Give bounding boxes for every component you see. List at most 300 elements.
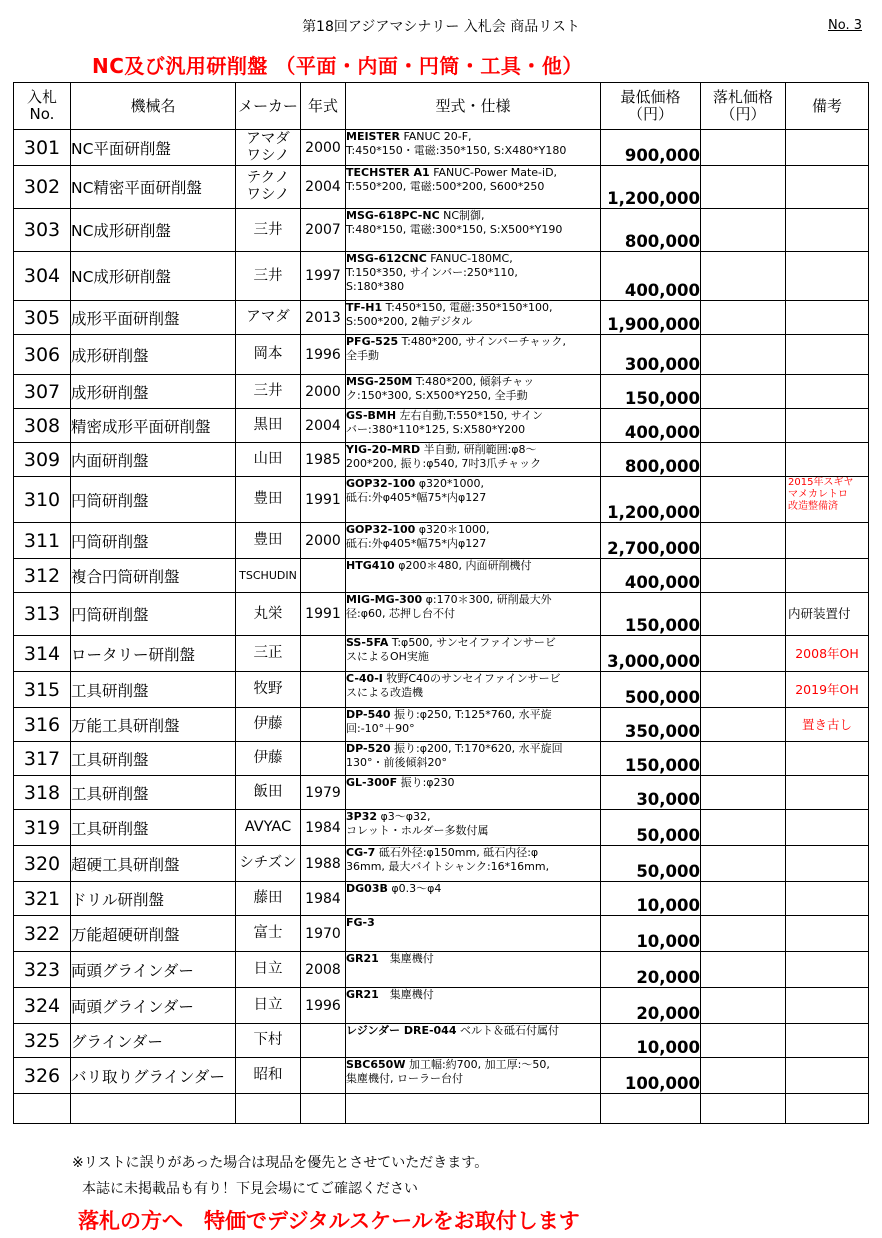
note xyxy=(786,742,869,776)
spec-line1: φ320＊1000, xyxy=(415,523,490,536)
spec-line2: 200*200, 振り:φ540, 7吋3爪チャック xyxy=(346,457,542,470)
footnote-list-errors: ※リストに誤りがあった場合は現品を優先とさせていただきます。 xyxy=(72,1155,489,1171)
year: 2007 xyxy=(301,209,346,252)
year xyxy=(301,672,346,708)
table-row xyxy=(14,252,869,301)
spec-line2: T:150*350, サインバー:250*110, xyxy=(346,266,518,279)
maker xyxy=(236,846,301,882)
min-price: 1,900,000 xyxy=(601,301,701,335)
note xyxy=(786,409,869,443)
spec-line2: 径:φ60, 芯押し台不付 xyxy=(346,607,455,620)
bid-price xyxy=(701,846,786,882)
maker-line1: 富士 xyxy=(253,925,283,941)
maker xyxy=(236,209,301,252)
page-title: 第18回アジアマシナリー 入札会 商品リスト xyxy=(302,19,580,35)
model-spec xyxy=(346,636,601,672)
table-row xyxy=(14,335,869,375)
bid-price xyxy=(701,375,786,409)
footnote-unlisted-items: 本誌に未掲載品も有り！下見会場にてご確認ください xyxy=(82,1181,418,1197)
spec-line1: φ3～φ32, xyxy=(377,810,431,823)
model-name: GR21 xyxy=(346,988,379,1001)
machine-name: 精密成形平面研削盤 xyxy=(71,409,236,443)
min-price: 30,000 xyxy=(601,776,701,810)
model-spec xyxy=(346,301,601,335)
model-name: TECHSTER A1 xyxy=(346,166,430,179)
year: 1991 xyxy=(301,593,346,636)
maker xyxy=(236,130,301,166)
empty-cell xyxy=(236,1094,301,1124)
bid-price xyxy=(701,301,786,335)
spec-line2: 全手動 xyxy=(346,349,379,362)
year xyxy=(301,559,346,593)
note xyxy=(786,1024,869,1058)
model-name: DP-540 xyxy=(346,708,391,721)
maker xyxy=(236,810,301,846)
model-name: GOP32-100 xyxy=(346,477,416,490)
machine-name: NC成形研削盤 xyxy=(71,209,236,252)
spec-line2: 回:-10°＋90° xyxy=(346,722,415,735)
note xyxy=(786,988,869,1024)
note xyxy=(786,952,869,988)
min-price: 900,000 xyxy=(601,130,701,166)
spec-line1: 加工幅:約700, 加工厚:～50, xyxy=(405,1058,550,1071)
maker xyxy=(236,708,301,742)
model-name: GS-BMH xyxy=(346,409,397,422)
bid-price xyxy=(701,335,786,375)
year: 1988 xyxy=(301,846,346,882)
spec-line1: T:φ500, サンセイファインサービ xyxy=(388,636,556,649)
bid-number: 315 xyxy=(14,672,71,708)
table-row xyxy=(14,916,869,952)
bid-number: 312 xyxy=(14,559,71,593)
maker xyxy=(236,375,301,409)
maker xyxy=(236,593,301,636)
maker-line1: 飯田 xyxy=(253,784,283,800)
note xyxy=(786,443,869,477)
bid-price xyxy=(701,776,786,810)
year: 2013 xyxy=(301,301,346,335)
min-price: 20,000 xyxy=(601,952,701,988)
model-spec xyxy=(346,523,601,559)
model-name: SS-5FA xyxy=(346,636,389,649)
bid-number: 310 xyxy=(14,477,71,523)
year: 1985 xyxy=(301,443,346,477)
table-row xyxy=(14,708,869,742)
table-row xyxy=(14,1058,869,1094)
note xyxy=(786,301,869,335)
bid-number: 320 xyxy=(14,846,71,882)
spec-line2: コレット・ホルダー多数付属 xyxy=(346,824,489,837)
note xyxy=(786,166,869,209)
maker-line1: 三井 xyxy=(253,267,283,284)
model-spec xyxy=(346,708,601,742)
model-name: MIG-MG-300 xyxy=(346,593,423,606)
spec-line2: T:450*150・電磁:350*150, S:X480*Y180 xyxy=(346,144,567,157)
note xyxy=(786,252,869,301)
bid-price xyxy=(701,672,786,708)
header-machine-name: 機械名 xyxy=(71,83,236,130)
bid-price xyxy=(701,1058,786,1094)
bid-number: 317 xyxy=(14,742,71,776)
maker-line1: 丸栄 xyxy=(253,605,283,622)
year: 1979 xyxy=(301,776,346,810)
min-price: 20,000 xyxy=(601,988,701,1024)
machine-name: 万能超硬研削盤 xyxy=(71,916,236,952)
bid-number: 306 xyxy=(14,335,71,375)
spec-line1: FANUC-Power Mate-iD, xyxy=(429,166,558,179)
note-line1: 内研装置付 xyxy=(788,606,851,621)
spec-line1: 振り:φ200, T:170*620, 水平旋回 xyxy=(390,742,563,755)
model-spec xyxy=(346,988,601,1024)
table-row xyxy=(14,409,869,443)
min-price: 800,000 xyxy=(601,443,701,477)
maker-line1: 三井 xyxy=(253,383,283,399)
bid-price xyxy=(701,409,786,443)
model-name: MSG-250M xyxy=(346,375,413,388)
min-price: 1,200,000 xyxy=(601,477,701,523)
empty-cell xyxy=(701,1094,786,1124)
model-spec xyxy=(346,375,601,409)
spec-line2: 砥石:外φ405*幅75*内φ127 xyxy=(346,491,487,504)
bid-price xyxy=(701,593,786,636)
bid-price xyxy=(701,882,786,916)
model-spec xyxy=(346,810,601,846)
bid-price xyxy=(701,916,786,952)
min-price: 400,000 xyxy=(601,252,701,301)
bid-number: 307 xyxy=(14,375,71,409)
bid-number: 311 xyxy=(14,523,71,559)
bid-number: 302 xyxy=(14,166,71,209)
machine-name: 超硬工具研削盤 xyxy=(71,846,236,882)
year: 2000 xyxy=(301,523,346,559)
note xyxy=(786,593,869,636)
model-spec xyxy=(346,335,601,375)
maker-line1: 日立 xyxy=(253,961,283,977)
machine-name: 両頭グラインダー xyxy=(71,952,236,988)
model-name: HTG410 xyxy=(346,559,395,572)
machine-name: 工具研削盤 xyxy=(71,672,236,708)
maker-line1: AVYAC xyxy=(244,819,292,835)
spec-line2: スによるOH実施 xyxy=(346,650,429,663)
header-bid-price-line2: （円） xyxy=(720,105,766,123)
maker-line1: テクノ xyxy=(246,170,290,186)
maker xyxy=(236,523,301,559)
note xyxy=(786,846,869,882)
header-min-price xyxy=(601,83,701,130)
model-name: C-40-I xyxy=(346,672,383,685)
machine-name: バリ取りグラインダー xyxy=(71,1058,236,1094)
header-bid-price xyxy=(701,83,786,130)
machine-name: 万能工具研削盤 xyxy=(71,708,236,742)
maker xyxy=(236,335,301,375)
maker-line1: 山田 xyxy=(253,451,283,467)
model-spec xyxy=(346,672,601,708)
maker xyxy=(236,252,301,301)
promo-banner: 落札の方へ 特価でデジタルスケールをお取付します xyxy=(78,1209,580,1233)
model-spec xyxy=(346,1058,601,1094)
bid-number: 314 xyxy=(14,636,71,672)
maker-line1: 藤田 xyxy=(253,890,283,906)
bid-price xyxy=(701,810,786,846)
bid-number: 326 xyxy=(14,1058,71,1094)
bid-number: 313 xyxy=(14,593,71,636)
maker xyxy=(236,409,301,443)
model-spec xyxy=(346,166,601,209)
note xyxy=(786,1058,869,1094)
table-row xyxy=(14,672,869,708)
maker xyxy=(236,882,301,916)
model-spec xyxy=(346,443,601,477)
machine-name: 内面研削盤 xyxy=(71,443,236,477)
min-price: 350,000 xyxy=(601,708,701,742)
machine-name: 成形研削盤 xyxy=(71,335,236,375)
table-row xyxy=(14,1024,869,1058)
min-price: 100,000 xyxy=(601,1058,701,1094)
min-price: 10,000 xyxy=(601,1024,701,1058)
maker xyxy=(236,672,301,708)
bid-price xyxy=(701,166,786,209)
machine-name: 工具研削盤 xyxy=(71,776,236,810)
bid-number: 305 xyxy=(14,301,71,335)
min-price: 10,000 xyxy=(601,882,701,916)
min-price: 400,000 xyxy=(601,409,701,443)
table-row xyxy=(14,559,869,593)
bid-number: 321 xyxy=(14,882,71,916)
model-name: DG03B xyxy=(346,882,388,895)
model-name: PFG-525 xyxy=(346,335,399,348)
model-spec xyxy=(346,776,601,810)
model-name: レジンダー DRE-044 xyxy=(346,1024,457,1037)
min-price: 150,000 xyxy=(601,593,701,636)
maker-line1: 三井 xyxy=(253,221,283,238)
maker-line1: 下村 xyxy=(253,1032,283,1048)
maker xyxy=(236,301,301,335)
maker-line1: 昭和 xyxy=(253,1067,283,1083)
empty-cell xyxy=(71,1094,236,1124)
maker-line1: 岡本 xyxy=(253,346,283,362)
machine-name: NC精密平面研削盤 xyxy=(71,166,236,209)
empty-cell xyxy=(346,1094,601,1124)
bid-price xyxy=(701,523,786,559)
note-line1: 2015年スギヤ xyxy=(788,477,854,488)
bid-number: 304 xyxy=(14,252,71,301)
model-name: MEISTER xyxy=(346,130,400,143)
table-row xyxy=(14,952,869,988)
note xyxy=(786,882,869,916)
spec-line1: 振り:φ250, T:125*760, 水平旋 xyxy=(390,708,552,721)
machine-name: 両頭グラインダー xyxy=(71,988,236,1024)
maker xyxy=(236,916,301,952)
note xyxy=(786,916,869,952)
maker xyxy=(236,443,301,477)
maker-line1: アマダ xyxy=(246,130,290,147)
spec-line1: 振り:φ230 xyxy=(397,776,455,789)
spec-line1: φ0.3～φ4 xyxy=(387,882,442,895)
maker-line1: 伊藤 xyxy=(253,716,283,732)
bid-price xyxy=(701,559,786,593)
note xyxy=(786,335,869,375)
note xyxy=(786,776,869,810)
bid-price xyxy=(701,443,786,477)
maker-line2: ワシノ xyxy=(246,187,290,203)
header-bid-no-line1: 入札 xyxy=(26,88,57,106)
spec-line1: FANUC-180MC, xyxy=(426,252,513,265)
machine-name: 成形研削盤 xyxy=(71,375,236,409)
table-row xyxy=(14,477,869,523)
bid-price xyxy=(701,477,786,523)
bid-price xyxy=(701,742,786,776)
spec-line2: 130°・前後傾斜20° xyxy=(346,756,447,769)
table-empty-row xyxy=(14,1094,869,1124)
note xyxy=(786,209,869,252)
maker xyxy=(236,559,301,593)
min-price: 3,000,000 xyxy=(601,636,701,672)
page-number: No. 3 xyxy=(828,18,862,33)
maker xyxy=(236,1058,301,1094)
maker-line1: 豊田 xyxy=(253,532,283,548)
spec-line2: 砥石:外φ405*幅75*内φ127 xyxy=(346,537,487,550)
note-line1: 2008年OH xyxy=(795,645,859,661)
year xyxy=(301,742,346,776)
maker-line1: アマダ xyxy=(246,309,290,325)
min-price: 400,000 xyxy=(601,559,701,593)
min-price: 50,000 xyxy=(601,810,701,846)
bid-number: 319 xyxy=(14,810,71,846)
header-bid-price-line1: 落札価格 xyxy=(712,88,773,106)
note xyxy=(786,130,869,166)
model-spec xyxy=(346,252,601,301)
bid-number: 301 xyxy=(14,130,71,166)
model-name: GL-300F xyxy=(346,776,398,789)
bid-price xyxy=(701,1024,786,1058)
note xyxy=(786,672,869,708)
machine-name: 工具研削盤 xyxy=(71,810,236,846)
machine-name: 円筒研削盤 xyxy=(71,593,236,636)
maker xyxy=(236,1024,301,1058)
maker xyxy=(236,988,301,1024)
model-name: MSG-612CNC xyxy=(346,252,427,265)
model-spec xyxy=(346,916,601,952)
spec-line1: 砥石外径:φ150mm, 砥石内径:φ xyxy=(375,846,539,859)
table-row xyxy=(14,593,869,636)
maker-line1: 日立 xyxy=(253,997,283,1013)
model-name: SBC650W xyxy=(346,1058,406,1071)
note-line2: マメカレトロ xyxy=(788,489,848,500)
year: 1970 xyxy=(301,916,346,952)
section-title: NC及び汎用研削盤 （平面・内面・円筒・工具・他） xyxy=(92,54,583,78)
bid-number: 309 xyxy=(14,443,71,477)
note xyxy=(786,810,869,846)
maker xyxy=(236,776,301,810)
year xyxy=(301,708,346,742)
machine-name: 成形平面研削盤 xyxy=(71,301,236,335)
maker-line1: 伊藤 xyxy=(253,750,283,766)
empty-cell xyxy=(601,1094,701,1124)
note-line1: 置き古し xyxy=(801,716,852,732)
spec-line1: 集塵機付 xyxy=(378,988,434,1001)
maker-line1: シチズン xyxy=(239,855,297,871)
model-name: DP-520 xyxy=(346,742,391,755)
machine-name: 円筒研削盤 xyxy=(71,477,236,523)
machine-name: NC平面研削盤 xyxy=(71,130,236,166)
machine-name: NC成形研削盤 xyxy=(71,252,236,301)
min-price: 800,000 xyxy=(601,209,701,252)
min-price: 150,000 xyxy=(601,742,701,776)
bid-number: 308 xyxy=(14,409,71,443)
maker-line1: 牧野 xyxy=(253,681,283,697)
bid-number: 322 xyxy=(14,916,71,952)
model-spec xyxy=(346,952,601,988)
table-row xyxy=(14,846,869,882)
spec-line1: ベルト＆砥石付属付 xyxy=(456,1024,559,1037)
machine-name: 工具研削盤 xyxy=(71,742,236,776)
spec-line1: 半自動, 研削範囲:φ8～ xyxy=(420,443,537,456)
note xyxy=(786,708,869,742)
bid-number: 303 xyxy=(14,209,71,252)
maker xyxy=(236,636,301,672)
model-spec xyxy=(346,477,601,523)
note xyxy=(786,375,869,409)
model-spec xyxy=(346,209,601,252)
model-spec xyxy=(346,559,601,593)
model-name: CG-7 xyxy=(346,846,376,859)
model-spec xyxy=(346,130,601,166)
note xyxy=(786,559,869,593)
bid-price xyxy=(701,708,786,742)
model-name: 3P32 xyxy=(346,810,378,823)
spec-line1: NC制御, xyxy=(439,209,485,222)
model-name: MSG-618PC-NC xyxy=(346,209,440,222)
year: 1991 xyxy=(301,477,346,523)
machine-name: ロータリー研削盤 xyxy=(71,636,236,672)
year: 2000 xyxy=(301,130,346,166)
model-spec xyxy=(346,593,601,636)
year xyxy=(301,1024,346,1058)
maker-line2: ワシノ xyxy=(246,147,290,164)
model-spec xyxy=(346,846,601,882)
year xyxy=(301,636,346,672)
empty-cell xyxy=(301,1094,346,1124)
bid-number: 318 xyxy=(14,776,71,810)
spec-line1: T:450*150, 電磁:350*150*100, xyxy=(382,301,553,314)
spec-line2: 集塵機付, ローラー台付 xyxy=(346,1072,463,1085)
machine-name: 円筒研削盤 xyxy=(71,523,236,559)
spec-line2: スによる改造機 xyxy=(346,686,423,699)
machine-name: 複合円筒研削盤 xyxy=(71,559,236,593)
table-row xyxy=(14,988,869,1024)
table-row xyxy=(14,523,869,559)
note xyxy=(786,523,869,559)
header-min-price-line1: 最低価格 xyxy=(620,88,681,106)
bid-number: 324 xyxy=(14,988,71,1024)
note-line3: 改造整備済 xyxy=(788,501,838,512)
bid-price xyxy=(701,636,786,672)
bid-price xyxy=(701,209,786,252)
table-row xyxy=(14,810,869,846)
min-price: 150,000 xyxy=(601,375,701,409)
maker xyxy=(236,742,301,776)
spec-line2: T:550*200, 電磁:500*200, S600*250 xyxy=(346,180,545,193)
spec-line2: バー:380*110*125, S:X580*Y200 xyxy=(346,423,526,436)
note-line1: 2019年OH xyxy=(795,681,859,697)
model-spec xyxy=(346,1024,601,1058)
header-spec: 型式・仕様 xyxy=(346,83,601,130)
model-name: GOP32-100 xyxy=(346,523,416,536)
spec-line3: S:180*380 xyxy=(346,280,405,293)
table-row xyxy=(14,636,869,672)
maker-line1: 三正 xyxy=(253,645,283,661)
spec-line1: T:480*200, サインバーチャック, xyxy=(398,335,566,348)
